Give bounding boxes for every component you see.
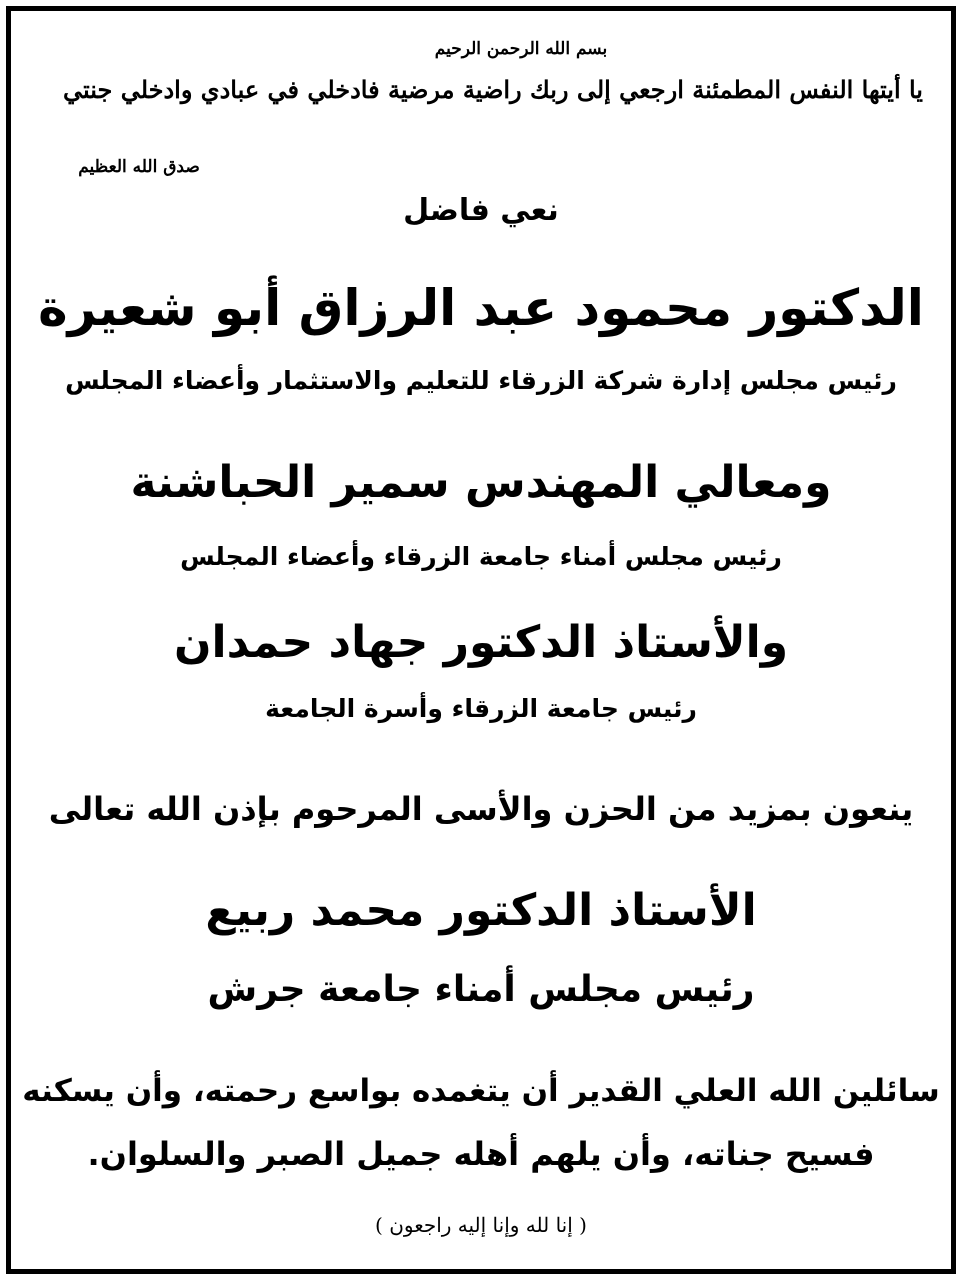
basmala: بسم الله الرحمن الرحيم	[434, 39, 608, 59]
announcement: ينعون بمزيد من الحزن والأسى المرحوم بإذن الله تعالى	[48, 790, 914, 828]
mourner-title-2: رئيس مجلس أمناء جامعة الزرقاء وأعضاء المجلس	[180, 542, 782, 571]
mourner-name-3: والأستاذ الدكتور جهاد حمدان	[173, 617, 789, 668]
deceased-title: رئيس مجلس أمناء جامعة جرش	[207, 969, 755, 1010]
deceased-name: الأستاذ الدكتور محمد ربيع	[205, 885, 757, 936]
closing-verse: ( إنا لله وإنا إليه راجعون )	[375, 1213, 587, 1237]
verse-closing: صدق الله العظيم	[78, 157, 200, 177]
prayer-line-1: سائلين الله العلي القدير أن يتغمده بواسع رحمته، وأن يسكنه	[22, 1073, 940, 1109]
notice-heading: نعي فاضل	[403, 193, 559, 228]
quran-verse: يا أيتها النفس المطمئنة ارجعي إلى ربك راضية مرضية فادخلي في عبادي وادخلي جنتي	[63, 75, 923, 104]
mourner-name-2: ومعالي المهندس سمير الحباشنة	[130, 457, 832, 508]
mourner-title-3: رئيس جامعة الزرقاء وأسرة الجامعة	[265, 694, 697, 723]
mourner-title-1: رئيس مجلس إدارة شركة الزرقاء للتعليم والاستثمار وأعضاء المجلس	[65, 366, 897, 395]
prayer-line-2: فسيح جناته، وأن يلهم أهله جميل الصبر والسلوان.	[87, 1135, 875, 1173]
mourner-name-1: الدكتور محمود عبد الرزاق أبو شعيرة	[38, 279, 924, 337]
obituary-notice	[6, 6, 956, 1274]
